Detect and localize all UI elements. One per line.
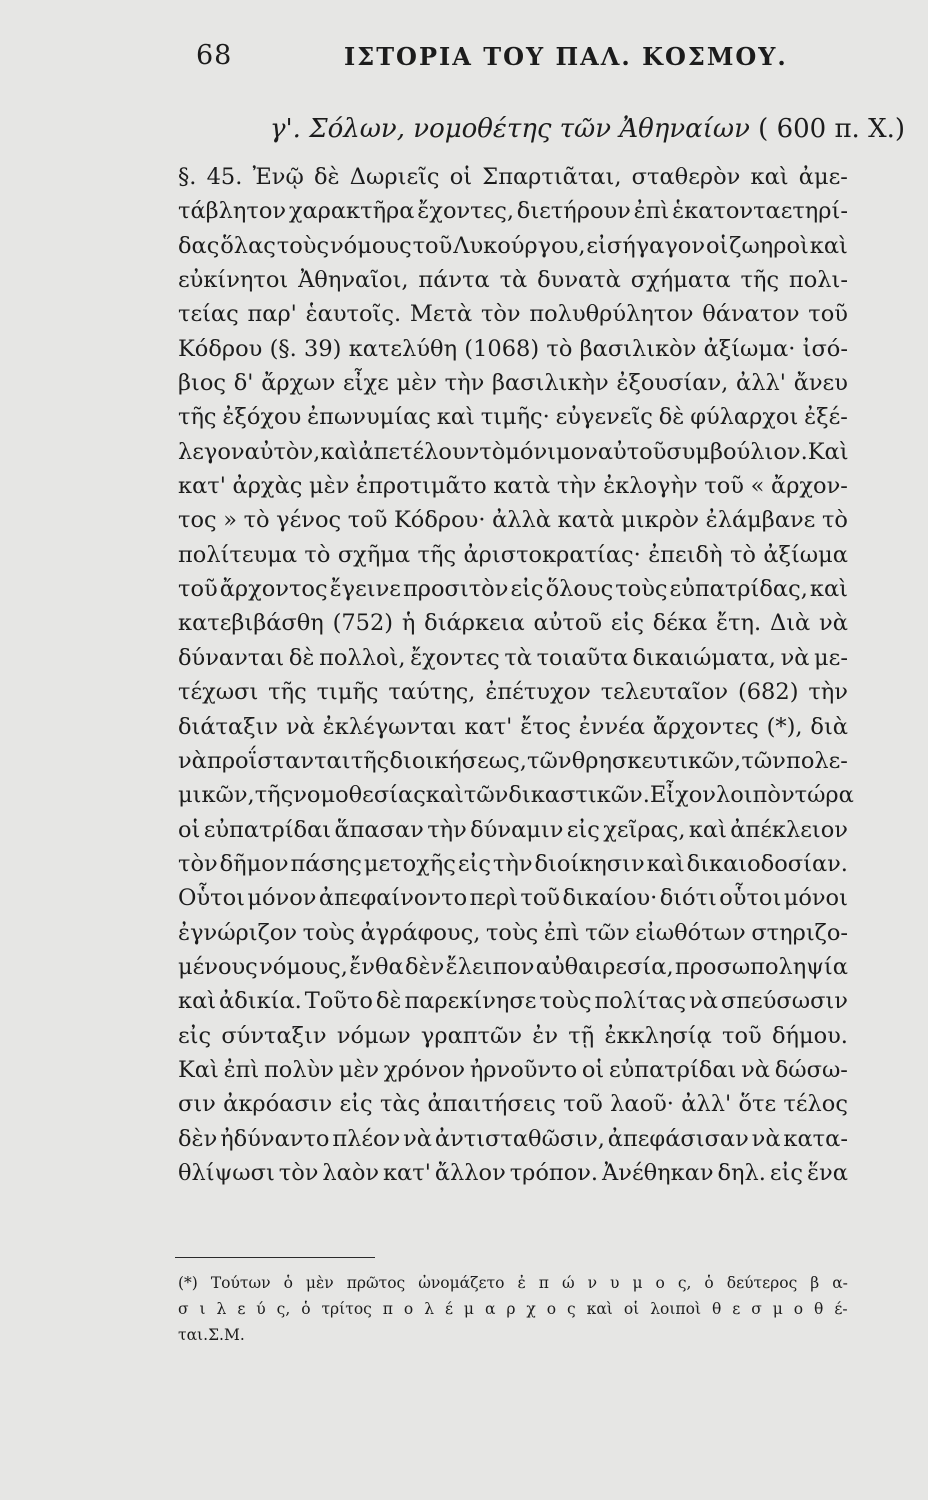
- footnote-line: τ α ι. Σ. Μ.: [178, 1326, 245, 1344]
- section-date: ( 600 π. Χ.): [758, 114, 906, 144]
- body-line: λεγον αὐτὸν, καὶ ἀπετέλουν τὸ μόνιμον αὐτοῦ συμβούλιον. Καὶ: [178, 438, 849, 465]
- body-line: πολίτευμα τὸ σχῆμα τῆς ἀριστοκρατίας· ἐπειδὴ τὸ ἀξίωμα: [178, 541, 848, 568]
- body-line: τέχωσι τῆς τιμῆς ταύτης, ἐπέτυχον τελευταῖον (682) τὴν: [178, 679, 848, 706]
- body-line: κατ' ἀρχὰς μὲν ἐπροτιμᾶτο κατὰ τὴν ἐκλογὴν τοῦ « ἄρχον-: [178, 473, 848, 500]
- page-header: [196, 40, 836, 80]
- section-title: γ'. Σόλων, νομοθέτης τῶν Ἀθηναίων: [270, 114, 750, 144]
- body-line: τὸν δῆμον πάσης μετοχῆς εἰς τὴν διοίκησιν καὶ δικαιοδοσίαν.: [178, 850, 848, 877]
- body-line: Καὶ ἐπὶ πολὺν μὲν χρόνον ἠρνοῦντο οἱ εὐπατρίδαι νὰ δώσω-: [178, 1056, 848, 1083]
- footnote-line: (*) Τούτων ὁ μὲν πρῶτος ὠνομάζετο ἐ π ώ ν υ μ ο ς, ὁ δεύτερος β α-: [178, 1274, 848, 1292]
- body-line: ἐγνώριζον τοὺς ἀγράφους, τοὺς ἐπὶ τῶν εἰωθότων στηριζο-: [178, 919, 848, 946]
- body-line: εἰς σύνταξιν νόμων γραπτῶν ἐν τῇ ἐκκλησίᾳ τοῦ δήμου.: [178, 1022, 848, 1049]
- body-line: τος » τὸ γένος τοῦ Κόδρου· ἀλλὰ κατὰ μικρὸν ἐλάμβανε τὸ: [178, 507, 848, 534]
- body-line: Οὗτοι μόνον ἀπεφαίνοντο περὶ τοῦ δικαίου· διότι οὗτοι μόνοι: [178, 885, 848, 912]
- body-line: οἱ εὐπατρίδαι ἅπασαν τὴν δύναμιν εἰς χεῖρας, καὶ ἀπέκλειον: [178, 816, 848, 843]
- body-line: τάβλητον χαρακτῆρα ἔχοντες, διετήρουν ἐπὶ ἑκατονταετηρί-: [178, 198, 848, 225]
- body-line: τείας παρ' ἑαυτοῖς. Μετὰ τὸν πολυθρύλητον θάνατον τοῦ: [178, 301, 848, 328]
- body-text: [178, 160, 854, 1190]
- body-line: μένους νόμους, ἔνθα δὲν ἔλειπον αὐθαιρεσία, προσωποληψία: [178, 953, 848, 980]
- body-line: θλίψωσι τὸν λαὸν κατ' ἄλλον τρόπον. Ἀνέθηκαν δηλ. εἰς ἕνα: [178, 1159, 848, 1186]
- footnote-rule: [175, 1257, 375, 1258]
- body-line: δας ὅλας τοὺς νόμους τοῦ Λυκούργου, εἰσήγαγον οἱ ζωηροὶ καὶ: [178, 232, 848, 259]
- section-heading: [270, 114, 905, 144]
- body-line: εὐκίνητοι Ἀθηναῖοι, πάντα τὰ δυνατὰ σχήματα τῆς πολι-: [178, 267, 848, 294]
- body-line: τοῦ ἄρχοντος ἔγεινε προσιτὸν εἰς ὅλους τοὺς εὐπατρίδας, καὶ: [178, 576, 848, 603]
- body-line: §. 45. Ἐνῷ δὲ Δωριεῖς οἱ Σπαρτιᾶται, σταθερὸν καὶ ἀμε-: [178, 164, 848, 190]
- body-line: σιν ἀκρόασιν εἰς τὰς ἀπαιτήσεις τοῦ λαοῦ· ἀλλ' ὅτε τέλος: [178, 1091, 848, 1118]
- body-line: νὰ προΐστανται τῆς διοικήσεως, τῶν θρησκευτικῶν, τῶν πολε-: [178, 747, 848, 774]
- footnote-line: σ ι λ ε ύ ς, ὁ τρίτος π ο λ έ μ α ρ χ ο ς καὶ οἱ λοιποὶ θ ε σ μ ο θ έ-: [178, 1300, 848, 1318]
- body-line: τῆς ἐξόχου ἐπωνυμίας καὶ τιμῆς· εὐγενεῖς δὲ φύλαρχοι ἐξέ-: [178, 404, 848, 431]
- body-line: δύνανται δὲ πολλοὶ, ἔχοντες τὰ τοιαῦτα δικαιώματα, νὰ με-: [178, 644, 848, 671]
- body-line: Κόδρου (§. 39) κατελύθη (1068) τὸ βασιλικὸν ἀξίωμα· ἰσό-: [178, 335, 848, 362]
- running-head: ΙΣΤΟΡΙΑ ΤΟΥ ΠΑΛ. ΚΟΣΜΟΥ.: [344, 42, 788, 71]
- footnote: [178, 1270, 848, 1348]
- body-line: δὲν ἠδύναντο πλέον νὰ ἀντισταθῶσιν, ἀπεφάσισαν νὰ κατα-: [178, 1125, 848, 1152]
- body-line: καὶ ἀδικία. Τοῦτο δὲ παρεκίνησε τοὺς πολίτας νὰ σπεύσωσιν: [178, 988, 848, 1015]
- body-line: κατεβιβάσθη (752) ἡ διάρκεια αὐτοῦ εἰς δέκα ἔτη. Διὰ νὰ: [178, 610, 848, 637]
- page-number: 68: [196, 40, 233, 71]
- body-line: μικῶν, τῆς νομοθεσίας καὶ τῶν δικαστικῶν. Εἶχον λοιπὸν τώρα: [178, 782, 854, 809]
- body-line: βιος δ' ἄρχων εἶχε μὲν τὴν βασιλικὴν ἐξουσίαν, ἀλλ' ἄνευ: [178, 370, 848, 397]
- body-line: διάταξιν νὰ ἐκλέγωνται κατ' ἔτος ἐννέα ἄρχοντες (*), διὰ: [178, 713, 848, 740]
